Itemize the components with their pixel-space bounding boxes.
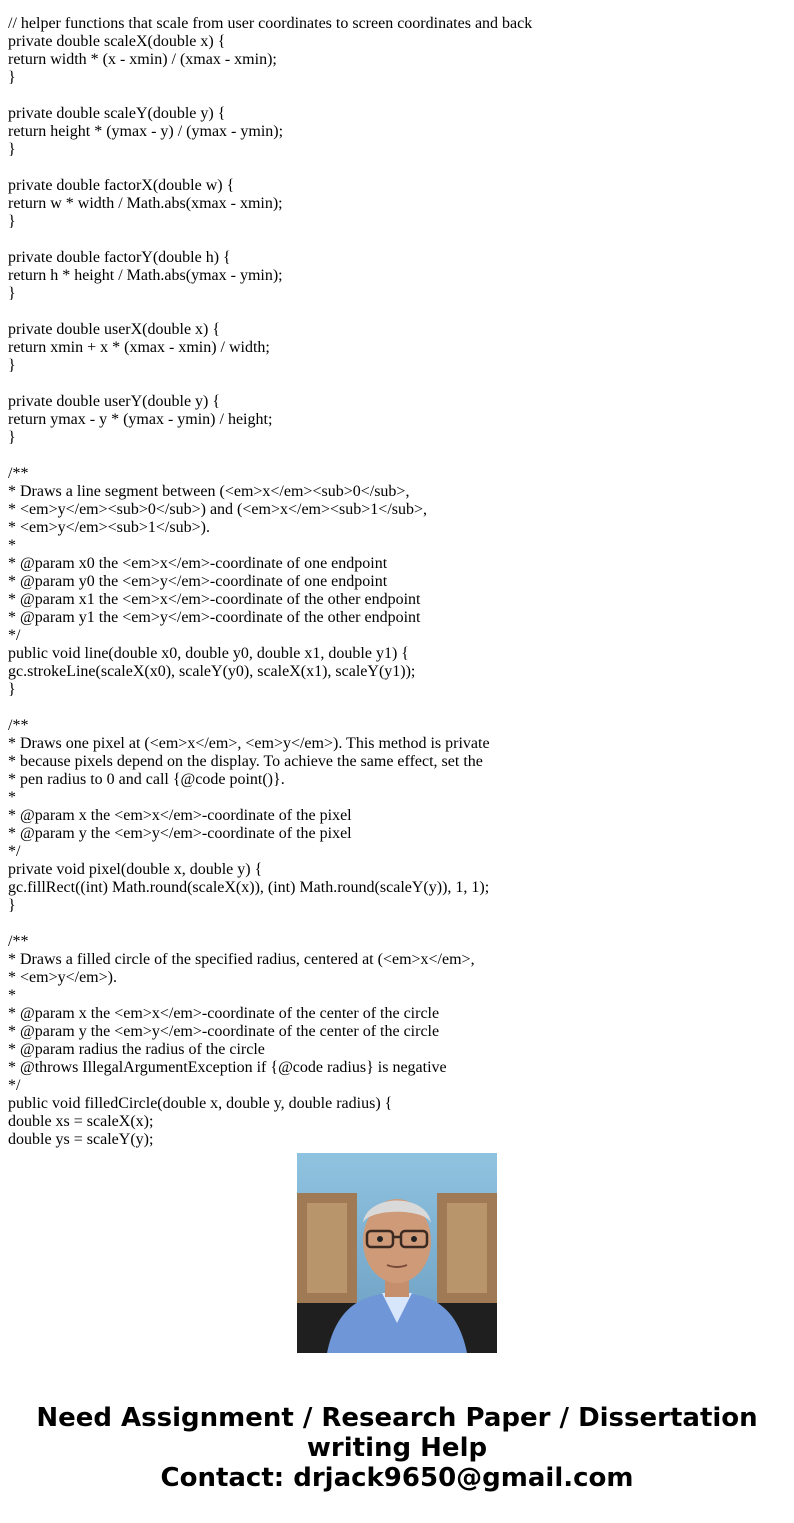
code-line: * <em>y</em><sub>0</sub>) and (<em>x</em><sub>1</sub>, [8, 501, 428, 518]
code-line: * <em>y</em><sub>1</sub>). [8, 519, 210, 536]
code-line: } [8, 897, 16, 914]
code-line: * pen radius to 0 and call {@code point()}. [8, 771, 285, 788]
code-line: private void pixel(double x, double y) { [8, 861, 263, 878]
code-line [8, 231, 788, 249]
code-line: * because pixels depend on the display. To achieve the same effect, set the [8, 753, 483, 770]
code-line [8, 303, 788, 321]
contact-banner [0, 1403, 794, 1493]
code-line: return h * height / Math.abs(ymax - ymin); [8, 267, 283, 284]
code-line: return height * (ymax - y) / (ymax - ymin); [8, 123, 284, 140]
code-line: double xs = scaleX(x); [8, 1113, 154, 1130]
code-line: * [8, 789, 16, 806]
code-line: */ [8, 627, 21, 644]
code-line: gc.strokeLine(scaleX(x0), scaleY(y0), scaleX(x1), scaleY(y1)); [8, 663, 416, 680]
code-line: * @param y the <em>y</em>-coordinate of the pixel [8, 825, 352, 842]
code-line: private double factorY(double h) { [8, 249, 231, 266]
code-line [8, 87, 788, 105]
code-line: * @param radius the radius of the circle [8, 1041, 265, 1058]
code-line [8, 375, 788, 393]
code-line: /** [8, 933, 29, 950]
code-line: */ [8, 843, 21, 860]
code-line: /** [8, 717, 29, 734]
code-line: return ymax - y * (ymax - ymin) / height; [8, 411, 273, 428]
banner-line-1: Need Assignment / Research Paper / Dissertation [36, 1403, 758, 1433]
code-line: * @param y1 the <em>y</em>-coordinate of the other endpoint [8, 609, 421, 626]
code-line: * @param x1 the <em>x</em>-coordinate of the other endpoint [8, 591, 421, 608]
code-line [8, 447, 788, 465]
code-line: } [8, 213, 16, 230]
code-line [8, 699, 788, 717]
code-line: * @param y the <em>y</em>-coordinate of the center of the circle [8, 1023, 440, 1040]
code-line: * @param x0 the <em>x</em>-coordinate of one endpoint [8, 555, 388, 572]
code-line: public void filledCircle(double x, double y, double radius) { [8, 1095, 393, 1112]
code-line: * [8, 987, 16, 1004]
code-line: */ [8, 1077, 21, 1094]
code-line: double ys = scaleY(y); [8, 1131, 154, 1148]
code-line: /** [8, 465, 29, 482]
code-line: return width * (x - xmin) / (xmax - xmin); [8, 51, 277, 68]
code-line: * @param x the <em>x</em>-coordinate of the center of the circle [8, 1005, 440, 1022]
code-line: * @param y0 the <em>y</em>-coordinate of one endpoint [8, 573, 388, 590]
code-line: return xmin + x * (xmax - xmin) / width; [8, 339, 270, 356]
code-line: * Draws a filled circle of the specified radius, centered at (<em>x</em>, [8, 951, 475, 968]
code-line: } [8, 429, 16, 446]
code-line [8, 915, 788, 933]
code-line: private double scaleY(double y) { [8, 105, 226, 122]
banner-contact-line: Contact: drjack9650@gmail.com [160, 1463, 634, 1493]
code-line: * Draws one pixel at (<em>x</em>, <em>y</em>). This method is private [8, 735, 490, 752]
code-line: * @throws IllegalArgumentException if {@code radius} is negative [8, 1059, 447, 1076]
code-line: gc.fillRect((int) Math.round(scaleX(x)), (int) Math.round(scaleY(y)), 1, 1); [8, 879, 490, 896]
code-line: private double scaleX(double x) { [8, 33, 226, 50]
code-line: * [8, 537, 16, 554]
code-line: return w * width / Math.abs(xmax - xmin); [8, 195, 283, 212]
code-line: private double userX(double x) { [8, 321, 221, 338]
code-line: * <em>y</em>). [8, 969, 117, 986]
code-line: } [8, 69, 16, 86]
code-line: } [8, 357, 16, 374]
code-line: // helper functions that scale from user coordinates to screen coordinates and back [8, 15, 533, 32]
code-line: * Draws a line segment between (<em>x</em><sub>0</sub>, [8, 483, 410, 500]
banner-line-2: writing Help [306, 1433, 488, 1463]
code-line: } [8, 285, 16, 302]
code-line: * @param x the <em>x</em>-coordinate of the pixel [8, 807, 352, 824]
code-listing [8, 15, 788, 1148]
code-line: } [8, 681, 16, 698]
code-line: private double userY(double y) { [8, 393, 221, 410]
author-avatar [297, 1153, 497, 1353]
code-line: private double factorX(double w) { [8, 177, 235, 194]
author-photo-icon [297, 1153, 497, 1353]
code-line: public void line(double x0, double y0, double x1, double y1) { [8, 645, 409, 662]
code-line [8, 159, 788, 177]
code-line: } [8, 141, 16, 158]
